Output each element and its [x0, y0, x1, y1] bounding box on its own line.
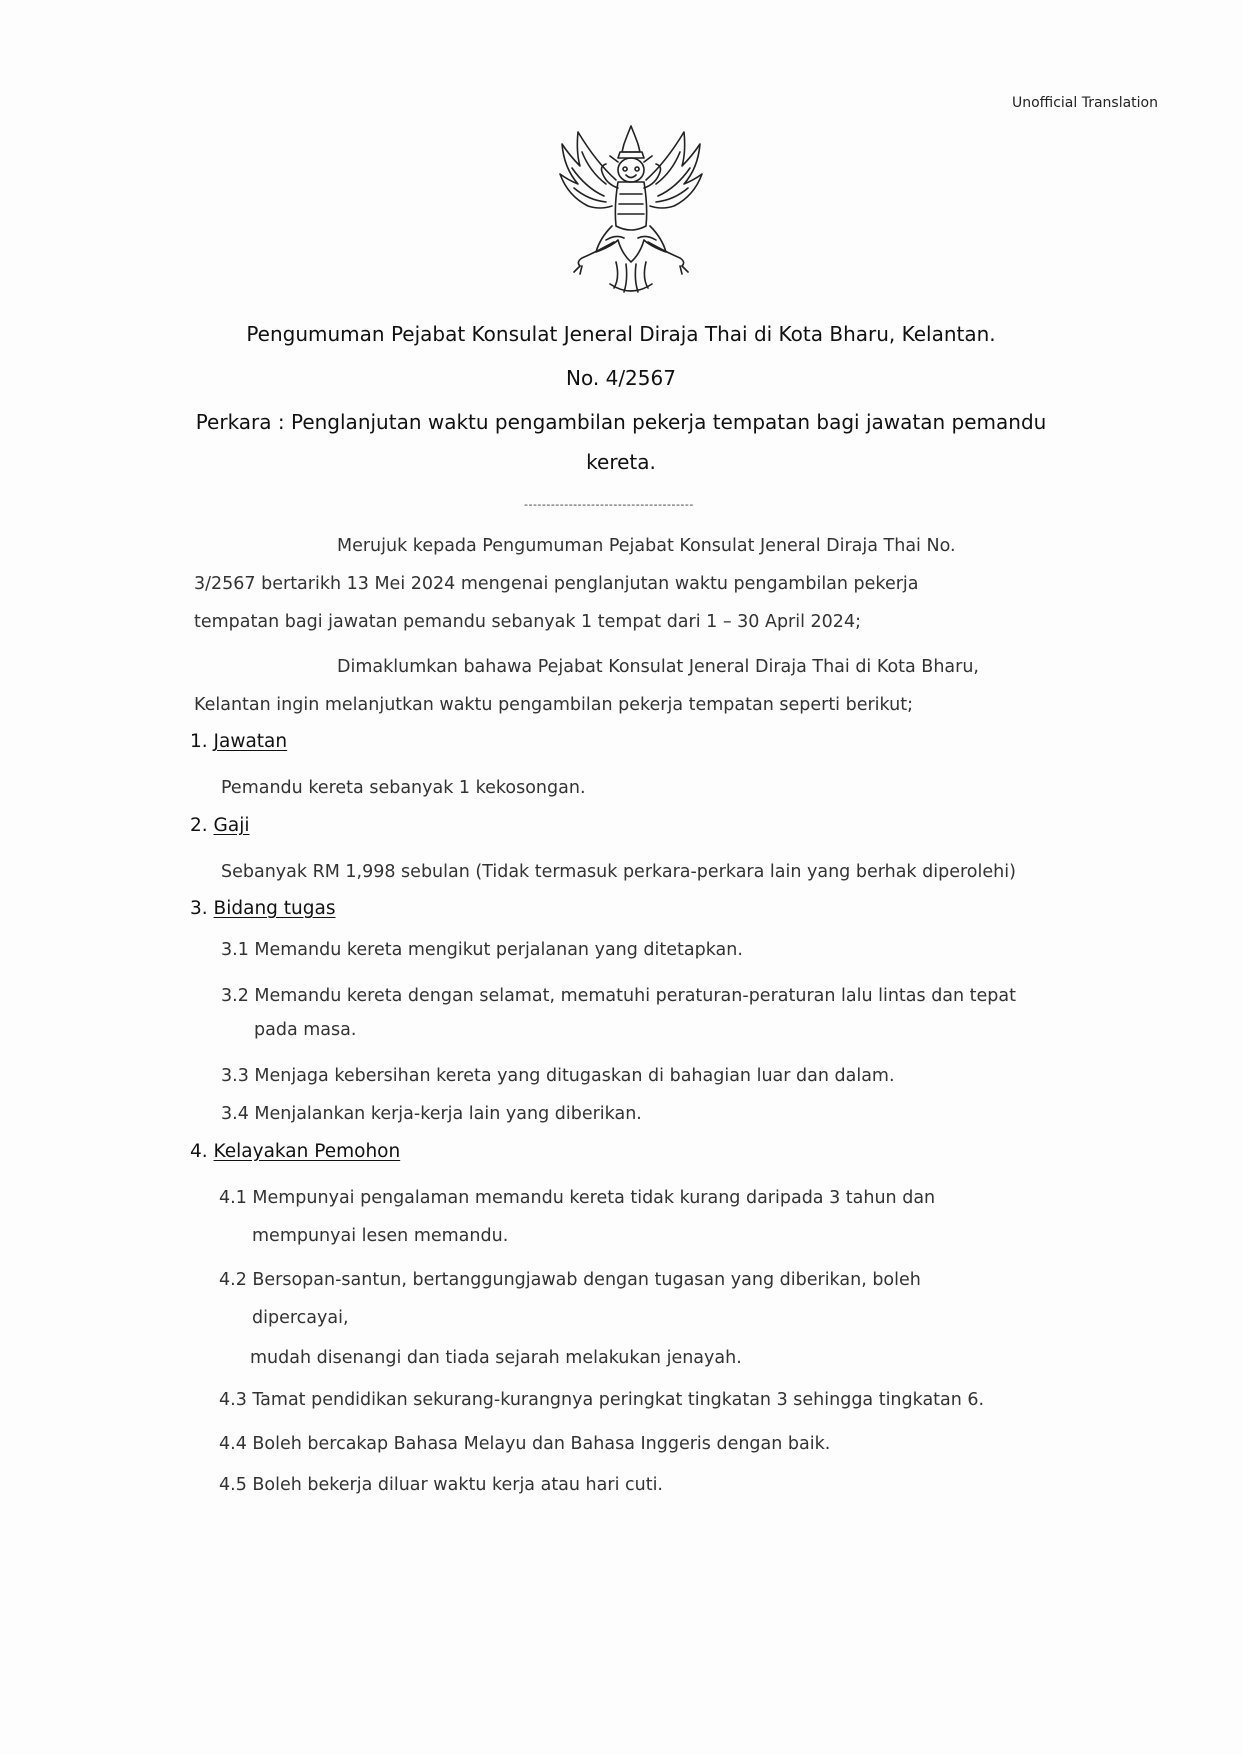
intro-paragraph-line: Kelantan ingin melanjutkan waktu pengambilan pekerja tempatan seperti berikut; [194, 695, 913, 715]
section-title: Gaji [213, 815, 250, 836]
list-item: 3.3 Menjaga kebersihan kereta yang ditugaskan di bahagian luar dan dalam. [221, 1066, 895, 1086]
unofficial-translation-note: Unofficial Translation [1011, 95, 1158, 111]
list-item: 3.4 Menjalankan kerja-kerja lain yang diberikan. [221, 1104, 642, 1124]
list-item: 4.5 Boleh bekerja diluar waktu kerja atau hari cuti. [219, 1475, 663, 1495]
list-item-cont: mudah disenangi dan tiada sejarah melakukan jenayah. [250, 1348, 742, 1368]
section-number: 3. [190, 898, 208, 919]
intro-paragraph-line: tempatan bagi jawatan pemandu sebanyak 1 tempat dari 1 – 30 April 2024; [194, 612, 861, 632]
list-item: 4.2 Bersopan-santun, bertanggungjawab dengan tugasan yang diberikan, boleh [219, 1270, 921, 1290]
list-item: 3.2 Memandu kereta dengan selamat, mematuhi peraturan-peraturan lalu lintas dan tepat [221, 986, 1017, 1006]
list-item: 4.1 Mempunyai pengalaman memandu kereta tidak kurang daripada 3 tahun dan [219, 1188, 936, 1208]
list-item-cont: pada masa. [254, 1020, 357, 1040]
section-number: 1. [190, 731, 208, 752]
section-title: Jawatan [213, 731, 288, 752]
garuda-emblem-icon [556, 122, 706, 294]
announcement-title: Pengumuman Pejabat Konsulat Jeneral Diraja Thai di Kota Bharu, Kelantan. [246, 322, 996, 346]
intro-paragraph-line: Merujuk kepada Pengumuman Pejabat Konsulat Jeneral Diraja Thai No. [337, 536, 956, 556]
section-number: 4. [190, 1141, 208, 1162]
intro-paragraph-line: 3/2567 bertarikh 13 Mei 2024 mengenai penglanjutan waktu pengambilan pekerja [194, 574, 919, 594]
section-text: Pemandu kereta sebanyak 1 kekosongan. [221, 778, 586, 798]
subject-line: Perkara : Penglanjutan waktu pengambilan pekerja tempatan bagi jawatan pemandu [195, 410, 1047, 434]
section-title: Bidang tugas [213, 898, 336, 919]
list-item: 3.1 Memandu kereta mengikut perjalanan yang ditetapkan. [221, 940, 743, 960]
section-heading-jawatan [190, 731, 287, 752]
section-title: Kelayakan Pemohon [213, 1141, 401, 1162]
announcement-number: No. 4/2567 [566, 366, 676, 390]
list-item: 4.3 Tamat pendidikan sekurang-kurangnya peringkat tingkatan 3 sehingga tingkatan 6. [219, 1390, 985, 1410]
section-text: Sebanyak RM 1,998 sebulan (Tidak termasuk perkara-perkara lain yang berhak diperolehi) [221, 862, 1016, 882]
subject-line-cont: kereta. [586, 450, 656, 474]
list-item: 4.4 Boleh bercakap Bahasa Melayu dan Bahasa Inggeris dengan baik. [219, 1434, 831, 1454]
intro-paragraph-line: Dimaklumkan bahawa Pejabat Konsulat Jeneral Diraja Thai di Kota Bharu, [337, 657, 979, 677]
list-item-cont: dipercayai, [252, 1308, 349, 1328]
list-item-cont: mempunyai lesen memandu. [252, 1226, 509, 1246]
section-heading-kelayakan [190, 1141, 400, 1162]
section-heading-bidang-tugas [190, 898, 336, 919]
section-heading-gaji [190, 815, 250, 836]
section-number: 2. [190, 815, 208, 836]
separator-line: -------------------------------------- [524, 498, 694, 511]
